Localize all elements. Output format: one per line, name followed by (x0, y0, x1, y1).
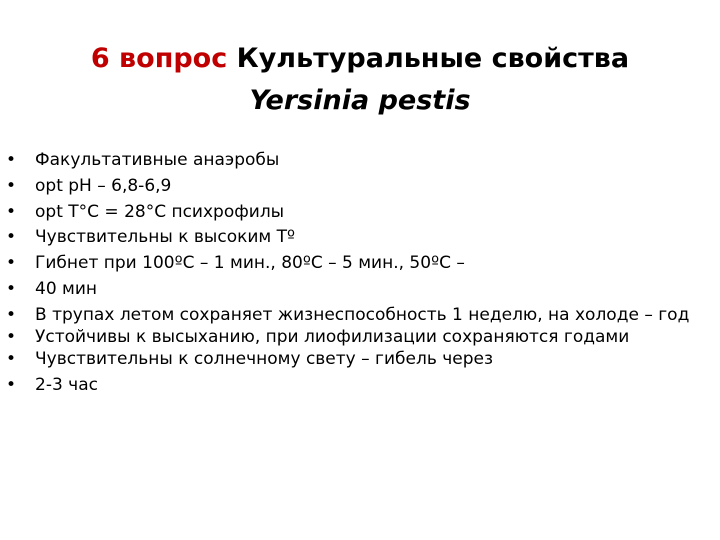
bullet-icon: • (6, 201, 17, 222)
list-item (6, 228, 696, 247)
list-item-text: Чувствительны к высоким Tº (35, 227, 296, 248)
list-item-text: opt pH – 6,8-6,9 (35, 175, 172, 196)
list-item-text: Чувствительны к солнечному свету – гибель через (35, 348, 494, 369)
bullet-icon: • (6, 278, 17, 299)
bullet-icon: • (6, 374, 17, 395)
list-item-text: opt T°C = 28°C психрофилы (35, 201, 285, 222)
list-item (6, 306, 696, 325)
list-item (6, 203, 696, 222)
bullet-icon: • (6, 304, 17, 325)
list-item (6, 254, 696, 273)
slide-title (0, 38, 720, 122)
list-item (6, 328, 696, 347)
bullet-icon: • (6, 227, 17, 248)
title-line-1 (0, 38, 720, 80)
list-item (6, 177, 696, 196)
list-item-text: 40 мин (35, 278, 98, 299)
list-item (6, 350, 696, 369)
title-accent: 6 вопрос (90, 43, 228, 74)
title-main: Культуральные свойства (236, 43, 630, 74)
list-item-text: В трупах летом сохраняет жизнеспособность 1 неделю, на холоде – год (35, 304, 690, 325)
bullet-icon: • (6, 175, 17, 196)
list-item-text: Устойчивы к высыханию, при лиофилизации сохраняются годами (35, 326, 630, 347)
title-species: Yersinia pestis (249, 85, 471, 116)
bullet-list (6, 151, 696, 401)
list-item-text: Факультативные анаэробы (35, 150, 280, 170)
bullet-icon: • (6, 150, 17, 170)
bullet-icon: • (6, 348, 17, 369)
list-item (6, 151, 696, 170)
list-item (6, 280, 696, 299)
list-item (6, 376, 696, 395)
list-item-text: Гибнет при 100ºC – 1 мин., 80ºC – 5 мин., 50ºC – (35, 253, 465, 274)
list-item-text: 2-3 час (35, 374, 98, 395)
bullet-icon: • (6, 326, 17, 347)
bullet-icon: • (6, 253, 17, 274)
